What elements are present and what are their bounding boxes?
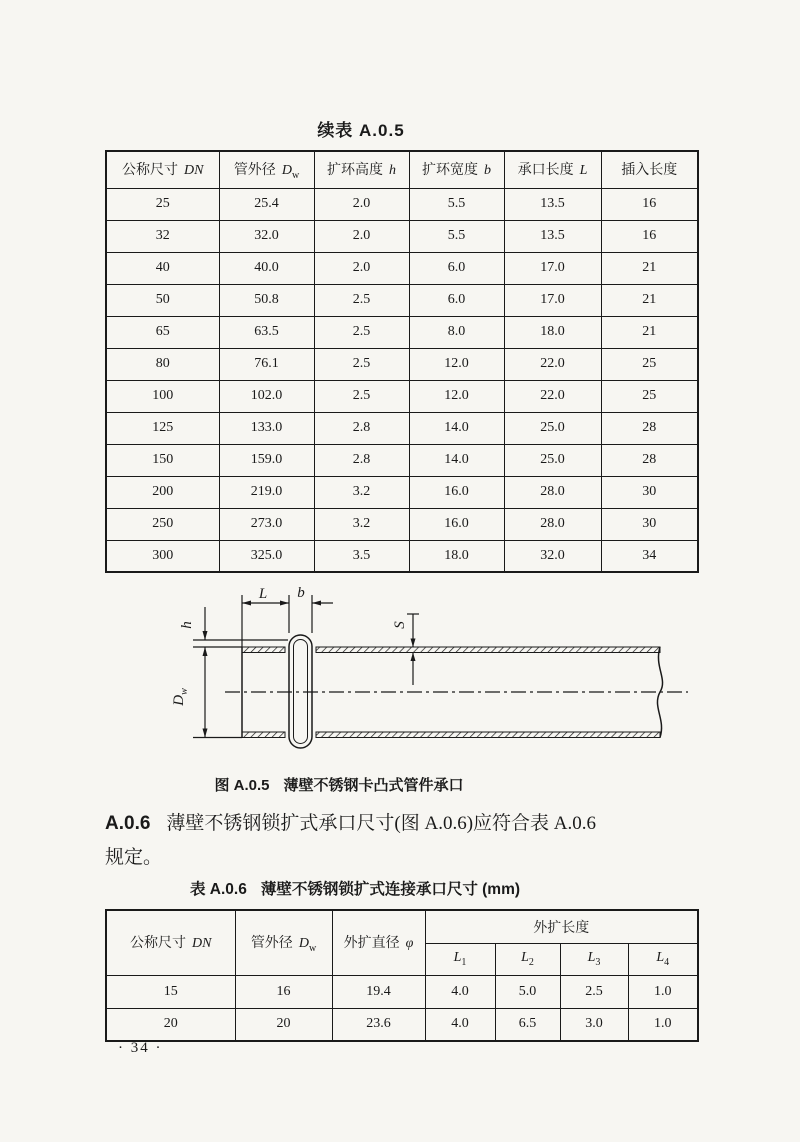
- table-cell: 2.0: [314, 188, 409, 220]
- table-cell: 28.0: [504, 508, 601, 540]
- table-header-row: [106, 151, 698, 188]
- table-cell: 325.0: [219, 540, 314, 572]
- table-cell: 40: [106, 252, 219, 284]
- page-content: [105, 118, 697, 1042]
- table-row: [106, 284, 698, 316]
- table-cell: 16.0: [409, 476, 504, 508]
- col-header-l1: $L_1$: [425, 943, 495, 975]
- col-header-l4: $L_4$: [628, 943, 698, 975]
- col-group-header-expansion-length: 外扩长度: [425, 910, 698, 943]
- table-cell: 219.0: [219, 476, 314, 508]
- table-cell: 1.0: [628, 975, 698, 1008]
- table-cell: 17.0: [504, 284, 601, 316]
- table-cell: 32.0: [219, 220, 314, 252]
- table-cell: 13.5: [504, 220, 601, 252]
- table-cell: 4.0: [425, 1008, 495, 1041]
- table-row: [106, 1008, 698, 1041]
- table-cell: 63.5: [219, 316, 314, 348]
- col-header-l3: $L_3$: [560, 943, 628, 975]
- table-cell: 16: [601, 188, 698, 220]
- table-row: [106, 188, 698, 220]
- table-cell: 76.1: [219, 348, 314, 380]
- table-cell: 18.0: [409, 540, 504, 572]
- table-a06-body: [106, 975, 698, 1041]
- table-cell: 200: [106, 476, 219, 508]
- table-cell: 2.8: [314, 412, 409, 444]
- table-cell: 2.8: [314, 444, 409, 476]
- table-cell: 5.0: [495, 975, 560, 1008]
- table-a05-body: [106, 188, 698, 572]
- table-row: [106, 540, 698, 572]
- table-cell: 30: [601, 508, 698, 540]
- table-cell: 22.0: [504, 380, 601, 412]
- table-cell: 65: [106, 316, 219, 348]
- table-cell: 15: [106, 975, 235, 1008]
- label-b: b: [297, 585, 305, 601]
- dim-h: [179, 607, 288, 647]
- table-cell: 19.4: [332, 975, 425, 1008]
- table-row: [106, 444, 698, 476]
- section-text-line2: 规定。: [105, 847, 163, 868]
- label-S: S: [392, 621, 408, 629]
- table-cell: 13.5: [504, 188, 601, 220]
- col-header-phi: 外扩直径 φ: [332, 910, 425, 975]
- table-cell: 2.5: [314, 348, 409, 380]
- dim-L: [242, 586, 289, 647]
- table-cell: 300: [106, 540, 219, 572]
- table-cell: 16: [235, 975, 332, 1008]
- table-cell: 80: [106, 348, 219, 380]
- col-header-dn: 公称尺寸 DN: [106, 151, 219, 188]
- table-cell: 25.0: [504, 412, 601, 444]
- table-row: [106, 380, 698, 412]
- table-cell: 28.0: [504, 476, 601, 508]
- figure-number: 图 A.0.5: [214, 777, 270, 794]
- figure-title: 薄壁不锈钢卡凸式管件承口: [283, 777, 464, 794]
- table-a05: [105, 150, 699, 573]
- col-header-l2: $L_2$: [495, 943, 560, 975]
- table-row: [106, 252, 698, 284]
- table-cell: 20: [235, 1008, 332, 1041]
- table-cell: 273.0: [219, 508, 314, 540]
- table-a06-title: [59, 877, 651, 903]
- page-number: · 34 ·: [118, 1040, 163, 1056]
- table-a06-number: 表 A.0.6: [189, 881, 247, 898]
- table-cell: 2.0: [314, 252, 409, 284]
- table-cell: 14.0: [409, 412, 504, 444]
- table-cell: 22.0: [504, 348, 601, 380]
- table-cell: 21: [601, 284, 698, 316]
- table-a06: [105, 909, 699, 1042]
- section-text-line1: 薄壁不锈钢锁扩式承口尺寸(图 A.0.6)应符合表 A.0.6: [166, 813, 597, 834]
- table-cell: 23.6: [332, 1008, 425, 1041]
- table-cell: 34: [601, 540, 698, 572]
- figure-a05: [155, 585, 715, 773]
- table-cell: 17.0: [504, 252, 601, 284]
- section-number: A.0.6: [105, 813, 151, 834]
- table-row: [106, 348, 698, 380]
- table-row: [106, 975, 698, 1008]
- table-header-row: [106, 910, 698, 943]
- table-cell: 2.5: [314, 284, 409, 316]
- col-header-dw: 管外径 $D_w$: [219, 151, 314, 188]
- table-cell: 125: [106, 412, 219, 444]
- table-cell: 8.0: [409, 316, 504, 348]
- table-a06-name: 薄壁不锈钢锁扩式连接承口尺寸 (mm): [260, 881, 521, 898]
- figure-a05-caption: [43, 773, 635, 799]
- table-cell: 4.0: [425, 975, 495, 1008]
- dim-b: [297, 585, 333, 633]
- table-cell: 5.5: [409, 188, 504, 220]
- table-cell: 16.0: [409, 508, 504, 540]
- table-row: [106, 412, 698, 444]
- table-row: [106, 508, 698, 540]
- table-cell: 28: [601, 444, 698, 476]
- table-cell: 32.0: [504, 540, 601, 572]
- col-header-dw: 管外径 $D_w$: [235, 910, 332, 975]
- table-cell: 40.0: [219, 252, 314, 284]
- label-L: L: [258, 586, 268, 602]
- table-cell: 3.0: [560, 1008, 628, 1041]
- table-cell: 18.0: [504, 316, 601, 348]
- table-cell: 20: [106, 1008, 235, 1041]
- col-header-insert-length: 插入长度: [601, 151, 698, 188]
- table-cell: 6.0: [409, 252, 504, 284]
- table-cell: 50: [106, 284, 219, 316]
- table-row: [106, 476, 698, 508]
- col-header-h: 扩环高度 h: [314, 151, 409, 188]
- table-cell: 25: [601, 380, 698, 412]
- section-a06-paragraph: [105, 807, 697, 875]
- table-cell: 12.0: [409, 348, 504, 380]
- table-cell: 6.5: [495, 1008, 560, 1041]
- table-cell: 25.0: [504, 444, 601, 476]
- table-a05-header: [106, 151, 698, 188]
- table-cell: 25: [106, 188, 219, 220]
- table-row: [106, 316, 698, 348]
- table-cell: 150: [106, 444, 219, 476]
- table-cell: 1.0: [628, 1008, 698, 1041]
- table-cell: 2.5: [314, 316, 409, 348]
- table-cell: 133.0: [219, 412, 314, 444]
- label-h: h: [179, 621, 195, 629]
- table-cell: 5.5: [409, 220, 504, 252]
- table-row: [106, 220, 698, 252]
- table-cell: 2.5: [560, 975, 628, 1008]
- table-cell: 28: [601, 412, 698, 444]
- pipe-socket-diagram: [155, 585, 715, 773]
- table-cell: 12.0: [409, 380, 504, 412]
- table-a05-title: 续表 A.0.5: [317, 121, 405, 140]
- table-cell: 21: [601, 316, 698, 348]
- table-cell: 50.8: [219, 284, 314, 316]
- table-cell: 3.5: [314, 540, 409, 572]
- table-cell: 2.5: [314, 380, 409, 412]
- table-cell: 159.0: [219, 444, 314, 476]
- table-cell: 30: [601, 476, 698, 508]
- table-a06-header: [106, 910, 698, 975]
- table-cell: 102.0: [219, 380, 314, 412]
- label-Dw: $D_w$: [171, 688, 190, 706]
- table-cell: 250: [106, 508, 219, 540]
- table-cell: 25.4: [219, 188, 314, 220]
- table-cell: 100: [106, 380, 219, 412]
- table-cell: 6.0: [409, 284, 504, 316]
- table-cell: 16: [601, 220, 698, 252]
- col-header-b: 扩环宽度 b: [409, 151, 504, 188]
- table-cell: 3.2: [314, 508, 409, 540]
- col-header-dn: 公称尺寸 DN: [106, 910, 235, 975]
- table-cell: 3.2: [314, 476, 409, 508]
- table-cell: 2.0: [314, 220, 409, 252]
- table-cell: 25: [601, 348, 698, 380]
- table-cell: 32: [106, 220, 219, 252]
- table-cell: 14.0: [409, 444, 504, 476]
- col-header-l: 承口长度 L: [504, 151, 601, 188]
- table-cell: 21: [601, 252, 698, 284]
